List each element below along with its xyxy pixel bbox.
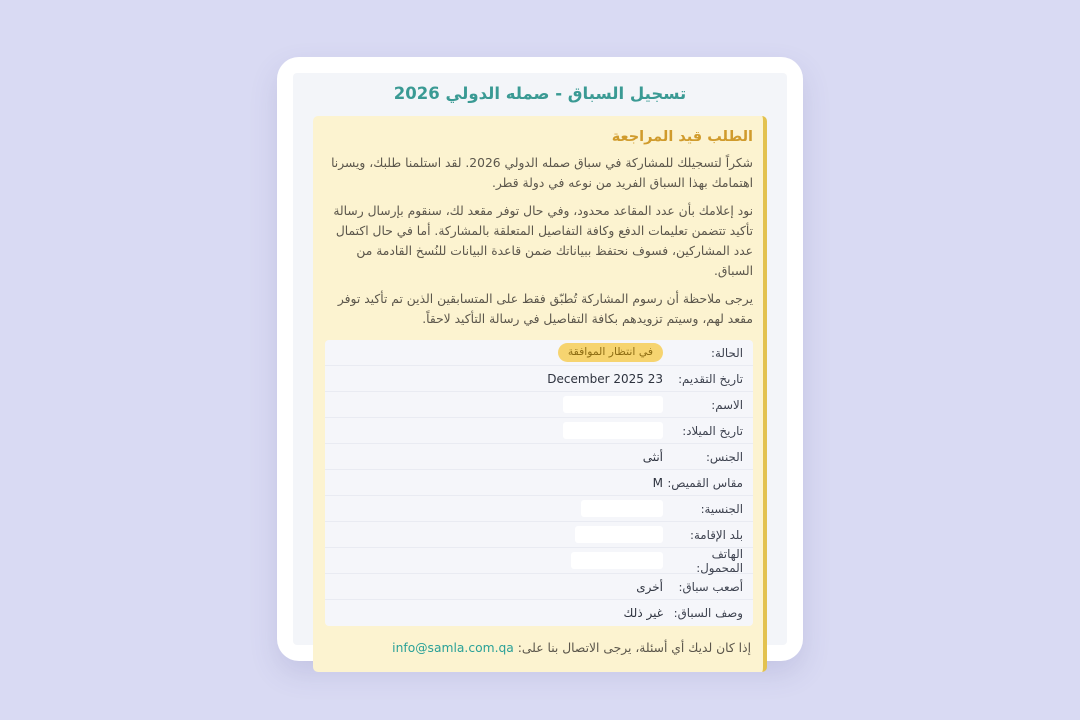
row-shirt-size — [325, 470, 753, 496]
field-value-shirt-size: M — [652, 475, 663, 490]
notice-heading: الطلب قيد المراجعة — [611, 129, 753, 145]
redacted-value-box — [571, 552, 663, 569]
notice-paragraph-3: يرجى ملاحظة أن رسوم المشاركة تُطبّق فقط على المتسابقين الذين تم تأكيد توفر مقعد لهم، وسيتم تزويدهم بكافة التفاصيل في رسالة التأكيد لاحقاً. — [337, 292, 753, 326]
row-status — [325, 340, 753, 366]
field-value-nationality — [335, 500, 663, 517]
field-value-name — [335, 396, 663, 413]
contact-line — [327, 638, 751, 658]
row-residence-country — [325, 522, 753, 548]
notice-paragraph-1: شكراً لتسجيلك للمشاركة في سباق صمله الدولي 2026. لقد استلمنا طلبك، ويسرنا اهتمامك بهذا السباق الفريد من نوعه في دولة قطر. — [331, 156, 753, 190]
field-label-shirt-size: مقاس القميص: — [667, 475, 743, 490]
field-value-hardest-race: أخرى — [636, 579, 663, 594]
field-label-hardest-race: أصعب سباق: — [678, 579, 743, 594]
field-value-race-description: غير ذلك — [623, 606, 663, 620]
field-value-mobile-phone — [335, 552, 663, 569]
row-race-description — [325, 600, 753, 626]
notice-paragraph-2: نود إعلامك بأن عدد المقاعد محدود، وفي حال توفر مقعد لك، سنقوم بإرسال رسالة تأكيد تتضمن تعليمات الدفع وكافة التفاصيل المتعلقة بالمشاركة. أما في حال اكتمال عدد المشاركين، فسوف نحتفظ ببياناتك ضمن قاعدة البيانات للنُسخ القادمة من السباق. — [333, 204, 753, 278]
field-label-residence-country: بلد الإقامة: — [690, 527, 743, 542]
redacted-value-box — [581, 500, 663, 517]
redacted-value-box — [563, 396, 663, 413]
contact-text: إذا كان لديك أي أسئلة، يرجى الاتصال بنا على: — [517, 641, 751, 655]
field-value-status — [335, 343, 663, 363]
redacted-value-box — [575, 526, 663, 543]
review-notice-panel — [313, 116, 767, 672]
row-birth-date — [325, 418, 753, 444]
row-mobile-phone — [325, 548, 753, 574]
row-hardest-race — [325, 574, 753, 600]
row-gender — [325, 444, 753, 470]
field-value-birth-date — [335, 422, 663, 439]
registration-details-table — [325, 340, 753, 626]
redacted-value-box — [563, 422, 663, 439]
contact-email-link[interactable]: info@samla.com.qa — [392, 641, 514, 655]
card-body — [293, 73, 787, 655]
field-label-status: الحالة: — [711, 345, 743, 360]
row-name — [325, 392, 753, 418]
row-nationality — [325, 496, 753, 522]
field-label-gender: الجنس: — [705, 449, 743, 464]
field-label-birth-date: تاريخ الميلاد: — [682, 423, 743, 438]
row-submission-date — [325, 366, 753, 392]
field-label-mobile-phone: الهاتف المحمول: — [696, 546, 743, 575]
field-value-residence-country — [335, 526, 663, 543]
status-badge: في انتظار الموافقة — [558, 343, 663, 363]
field-value-submission-date: 23 December 2025 — [547, 371, 663, 386]
field-label-race-description: وصف السباق: — [673, 606, 743, 620]
page-title: تسجيل السباق - صمله الدولي 2026 — [393, 84, 687, 103]
registration-card — [277, 57, 803, 661]
field-label-nationality: الجنسية: — [700, 501, 743, 516]
field-value-gender: أنثى — [642, 449, 663, 464]
field-label-submission-date: تاريخ التقديم: — [678, 371, 743, 386]
field-label-name: الاسم: — [711, 397, 743, 412]
